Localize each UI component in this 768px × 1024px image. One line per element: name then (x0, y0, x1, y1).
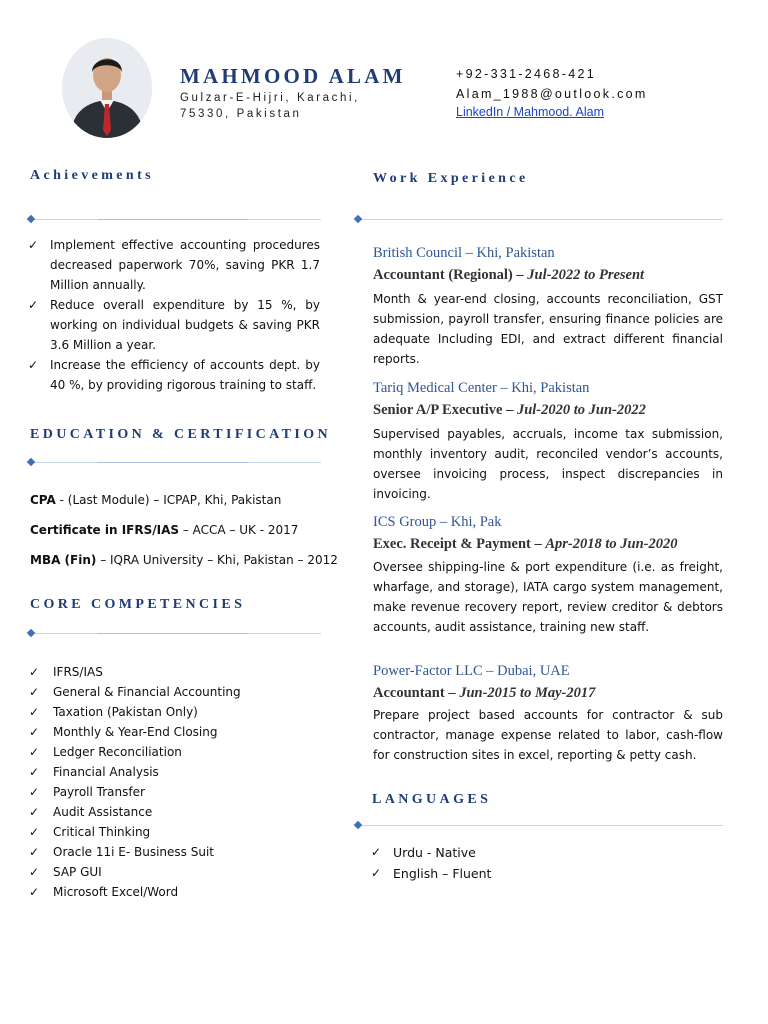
profile-photo-image (62, 38, 152, 138)
work-experience-heading: Work Experience (373, 171, 529, 186)
achievements-divider (28, 215, 321, 225)
address-line-2: 75330, Pakistan (180, 108, 302, 120)
education-divider (28, 458, 321, 468)
diamond-bullet-icon (27, 629, 35, 637)
job-role: Senior A/P Executive – Jul-2020 to Jun-2022 (373, 402, 646, 418)
competency-item: ✓ Financial Analysis (29, 762, 319, 782)
competency-item: ✓ IFRS/IAS (29, 662, 319, 682)
checkmark-icon: ✓ (29, 885, 40, 899)
profile-photo (62, 38, 152, 138)
checkmark-icon: ✓ (28, 358, 39, 372)
competency-item: ✓ Audit Assistance (29, 802, 319, 822)
checkmark-icon: ✓ (371, 866, 382, 880)
competency-item: ✓ General & Financial Accounting (29, 682, 319, 702)
checkmark-icon: ✓ (29, 745, 40, 759)
job-description: Month & year-end closing, accounts reconciliation, GST submission, payroll transfer, ensuring finance policies are adequate Including EDI, and extract different financial reports. (373, 292, 723, 366)
diamond-bullet-icon (354, 215, 362, 223)
language-item: ✓ Urdu - Native (371, 842, 621, 863)
education-item-mba: MBA (Fin) – IQRA University – Khi, Pakistan – 2012 (30, 553, 338, 567)
competency-item: ✓ Payroll Transfer (29, 782, 319, 802)
job-company: ICS Group – Khi, Pak (373, 514, 502, 530)
checkmark-icon: ✓ (29, 705, 40, 719)
education-item-ifrs: Certificate in IFRS/IAS – ACCA – UK - 2017 (30, 523, 299, 537)
achievement-item: ✓ Increase the efficiency of accounts dept. by 40 %, by providing rigorous training to staff. (28, 355, 320, 395)
competencies-list (29, 662, 319, 902)
checkmark-icon: ✓ (28, 298, 39, 312)
languages-divider (355, 821, 723, 831)
job-role: Accountant – Jun-2015 to May-2017 (373, 685, 596, 701)
competency-item: ✓ SAP GUI (29, 862, 319, 882)
competency-item: ✓ Oracle 11i E- Business Suit (29, 842, 319, 862)
email-address[interactable]: Alam_1988@outlook.com (456, 87, 648, 101)
checkmark-icon: ✓ (28, 238, 39, 252)
phone-number: +92-331-2468-421 (456, 67, 597, 81)
job-role: Accountant (Regional) – Jul-2022 to Present (373, 267, 645, 283)
achievements-heading: Achievements (30, 168, 155, 183)
competencies-heading: CORE COMPETENCIES (30, 597, 246, 612)
diamond-bullet-icon (27, 458, 35, 466)
job-description: Prepare project based accounts for contractor & sub contractor, manage expense related to labor, cash-flow for construction sites in excel, reporting & petty cash. (373, 708, 723, 762)
job-company: Power-Factor LLC – Dubai, UAE (373, 663, 570, 679)
checkmark-icon: ✓ (29, 805, 40, 819)
checkmark-icon: ✓ (29, 785, 40, 799)
language-item: ✓ English – Fluent (371, 863, 621, 884)
checkmark-icon: ✓ (371, 845, 382, 859)
languages-list (371, 842, 621, 884)
competency-item: ✓ Monthly & Year-End Closing (29, 722, 319, 742)
competency-item: ✓ Ledger Reconciliation (29, 742, 319, 762)
education-heading: EDUCATION & CERTIFICATION (30, 427, 332, 442)
achievement-item: ✓ Reduce overall expenditure by 15 %, by working on individual budgets & saving PKR 3.6 Million a year. (28, 295, 320, 355)
competency-item: ✓ Microsoft Excel/Word (29, 882, 319, 902)
job-description: Oversee shipping-line & port expenditure (i.e. as freight, wharfage, and storage), IATA cargo system management, make revenue recovery report, review creditor & debtors accounts, audit assistance, training new staff. (373, 560, 723, 634)
address-line-1: Gulzar-E-Hijri, Karachi, (180, 92, 360, 104)
candidate-name: MAHMOOD ALAM (180, 64, 406, 88)
checkmark-icon: ✓ (29, 825, 40, 839)
languages-heading: LANGUAGES (372, 792, 492, 807)
checkmark-icon: ✓ (29, 725, 40, 739)
job-company: British Council – Khi, Pakistan (373, 245, 555, 261)
checkmark-icon: ✓ (29, 765, 40, 779)
linkedin-link[interactable]: LinkedIn / Mahmood. Alam (456, 105, 604, 119)
diamond-bullet-icon (354, 821, 362, 829)
competencies-divider (28, 629, 321, 639)
checkmark-icon: ✓ (29, 665, 40, 679)
education-item-cpa: CPA - (Last Module) – ICPAP, Khi, Pakistan (30, 493, 282, 507)
job-company: Tariq Medical Center – Khi, Pakistan (373, 380, 590, 396)
achievements-list (28, 235, 320, 395)
job-role: Exec. Receipt & Payment – Apr-2018 to Jun-2020 (373, 536, 678, 552)
work-experience-divider (355, 215, 723, 225)
checkmark-icon: ✓ (29, 865, 40, 879)
competency-item: ✓ Taxation (Pakistan Only) (29, 702, 319, 722)
checkmark-icon: ✓ (29, 685, 40, 699)
job-description: Supervised payables, accruals, income tax submission, monthly inventory audit, reconciled vendor’s accounts, oversee invoicing process, inspect discrepancies in invoicing. (373, 427, 723, 501)
diamond-bullet-icon (27, 215, 35, 223)
competency-item: ✓ Critical Thinking (29, 822, 319, 842)
achievement-item: ✓ Implement effective accounting procedures decreased paperwork 70%, saving PKR 1.7 Million annually. (28, 235, 320, 295)
checkmark-icon: ✓ (29, 845, 40, 859)
